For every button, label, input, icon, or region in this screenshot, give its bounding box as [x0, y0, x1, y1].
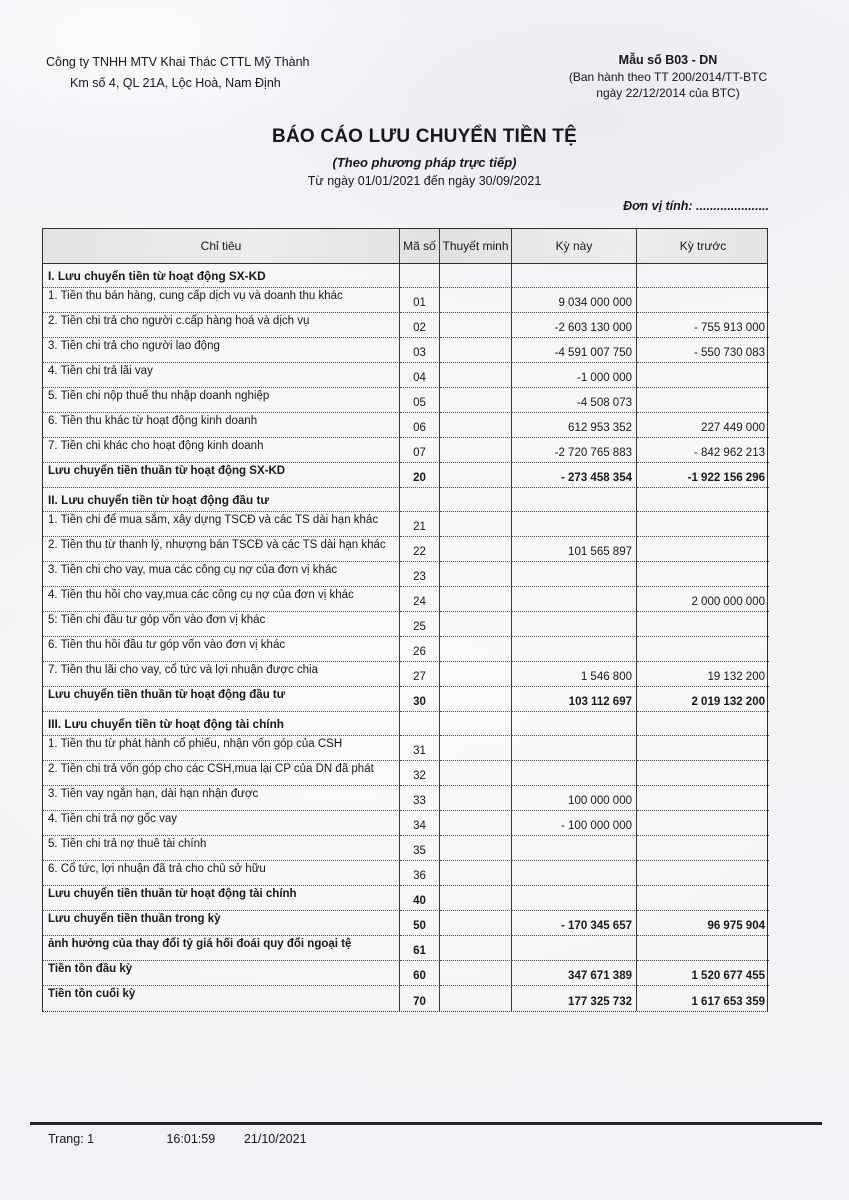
row-label: 5: Tiền chi đầu tư góp vốn vào đơn vị khác — [43, 612, 400, 637]
row-note — [440, 438, 512, 463]
table-row — [43, 687, 767, 712]
row-code: 30 — [400, 687, 440, 712]
row-current-value — [512, 861, 637, 886]
row-prior-value — [637, 736, 769, 761]
row-current-value — [512, 512, 637, 537]
row-code: 25 — [400, 612, 440, 637]
row-prior-value: - 550 730 083 — [637, 338, 769, 363]
row-note — [440, 288, 512, 313]
footer — [48, 1132, 307, 1146]
row-note — [440, 488, 512, 512]
row-prior-value: 1 617 653 359 — [691, 996, 765, 1008]
row-label: 6. Tiền thu hồi đầu tư góp vốn vào đơn vị khác — [43, 637, 400, 662]
row-label: III. Lưu chuyển tiền từ hoạt động tài chính — [43, 712, 400, 736]
row-prior-value — [637, 488, 769, 512]
form-number: Mẫu số B03 - DN — [618, 53, 718, 67]
table-row — [43, 886, 767, 911]
row-code: 27 — [400, 662, 440, 687]
row-current-value: 177 325 732 — [512, 986, 637, 1011]
title-block — [0, 126, 849, 188]
row-code: 32 — [400, 761, 440, 786]
table-row — [43, 637, 767, 662]
row-note — [440, 562, 512, 587]
row-note — [440, 961, 512, 986]
row-current-value — [512, 264, 637, 288]
row-label: Lưu chuyển tiền thuần từ hoạt động đầu tư — [43, 687, 400, 712]
table-row — [43, 512, 767, 537]
row-current-value: - 273 458 354 — [512, 463, 637, 488]
section-row — [43, 264, 767, 288]
row-prior-value — [637, 512, 769, 537]
row-note — [440, 463, 512, 488]
row-current-value — [512, 712, 637, 736]
row-code: 02 — [400, 313, 440, 338]
row-current-value — [512, 637, 637, 662]
row-note — [440, 363, 512, 388]
row-prior-value — [637, 537, 769, 562]
row-code: 20 — [400, 463, 440, 488]
row-current-value: -1 000 000 — [512, 363, 637, 388]
row-current-value — [512, 761, 637, 786]
table-row — [43, 736, 767, 761]
row-current-value: -2 603 130 000 — [512, 313, 637, 338]
company-address: Km số 4, QL 21A, Lộc Hoà, Nam Định — [70, 76, 281, 91]
table-row — [43, 413, 767, 438]
row-label: Lưu chuyển tiền thuần trong kỳ — [43, 911, 400, 936]
row-label: Lưu chuyển tiền thuần từ hoạt động SX-KD — [43, 463, 400, 488]
row-prior-value — [637, 637, 769, 662]
table-body — [43, 264, 767, 1011]
row-label: I. Lưu chuyển tiền từ hoạt động SX-KD — [43, 264, 400, 288]
row-code: 22 — [400, 537, 440, 562]
row-code: 24 — [400, 587, 440, 612]
table-row — [43, 961, 767, 986]
row-current-value — [512, 736, 637, 761]
row-prior-value: 19 132 200 — [637, 662, 769, 687]
row-note — [440, 811, 512, 836]
row-code — [400, 488, 440, 512]
row-note — [440, 712, 512, 736]
column-header-code: Mã số — [400, 229, 440, 263]
row-prior-value — [637, 712, 769, 736]
table-row — [43, 562, 767, 587]
row-label: 1. Tiền chi để mua sắm, xây dựng TSCĐ và các TS dài hạn khác — [43, 512, 400, 537]
footer-print-date: 21/10/2021 — [243, 1132, 307, 1146]
table-row — [43, 338, 767, 363]
section-row — [43, 488, 767, 512]
row-code: 06 — [400, 413, 440, 438]
table-row — [43, 986, 767, 1011]
row-code: 40 — [400, 886, 440, 911]
row-label: 4. Tiền chi trả nợ gốc vay — [43, 811, 400, 836]
table-row — [43, 911, 767, 936]
table-row — [43, 587, 767, 612]
table-row — [43, 861, 767, 886]
row-label: 5. Tiền chi nộp thuế thu nhập doanh nghiệp — [43, 388, 400, 413]
row-prior-value: 96 975 904 — [637, 911, 769, 936]
row-note — [440, 662, 512, 687]
row-code: 33 — [400, 786, 440, 811]
row-current-value — [512, 488, 637, 512]
row-prior-value — [637, 264, 769, 288]
row-code — [400, 712, 440, 736]
row-prior-value — [637, 562, 769, 587]
row-current-value: 101 565 897 — [512, 537, 637, 562]
form-reference-block — [558, 52, 778, 101]
row-code: 21 — [400, 512, 440, 537]
row-prior-value — [637, 786, 769, 811]
row-label: 3. Tiền chi cho vay, mua các công cụ nợ của đơn vị khác — [43, 562, 400, 587]
table-row — [43, 438, 767, 463]
row-current-value — [512, 562, 637, 587]
row-code: 01 — [400, 288, 440, 313]
row-note — [440, 936, 512, 961]
row-note — [440, 413, 512, 438]
row-note — [440, 264, 512, 288]
row-current-value: 9 034 000 000 — [512, 288, 637, 313]
row-label: 3. Tiền vay ngắn hạn, dài hạn nhận được — [43, 786, 400, 811]
row-code: 34 — [400, 811, 440, 836]
row-label: Tiền tồn đầu kỳ — [43, 961, 400, 986]
column-header-note: Thuyết minh — [440, 229, 512, 263]
row-note — [440, 687, 512, 712]
row-note — [440, 537, 512, 562]
row-prior-value: 1 520 677 455 — [637, 961, 769, 986]
row-note — [440, 736, 512, 761]
row-note — [440, 388, 512, 413]
table-row — [43, 786, 767, 811]
column-header-criteria: Chỉ tiêu — [43, 229, 400, 263]
table-row — [43, 612, 767, 637]
table-row — [43, 463, 767, 488]
row-prior-value — [637, 612, 769, 637]
row-current-value: 1 546 800 — [512, 662, 637, 687]
footer-page-number: Trang: 1 — [48, 1132, 95, 1146]
row-code: 26 — [400, 637, 440, 662]
footer-print-time: 16:01:59 — [166, 1132, 216, 1146]
row-note — [440, 637, 512, 662]
table-row — [43, 313, 767, 338]
row-label: 2. Tiền thu từ thanh lý, nhượng bán TSCĐ và các TS dài hạn khác — [43, 537, 400, 562]
form-issued-line1: (Ban hành theo TT 200/2014/TT-BTC — [568, 69, 768, 84]
row-current-value: 100 000 000 — [512, 786, 637, 811]
row-code: 31 — [400, 736, 440, 761]
company-name: Công ty TNHH MTV Khai Thác CTTL Mỹ Thành — [46, 55, 310, 69]
row-code: 23 — [400, 562, 440, 587]
column-header-prior-period: Kỳ trước — [679, 239, 727, 253]
row-note — [440, 786, 512, 811]
row-current-value — [512, 612, 637, 637]
table-row — [43, 836, 767, 861]
row-note — [440, 512, 512, 537]
row-label: 7. Tiền thu lãi cho vay, cổ tức và lợi nhuận được chia — [43, 662, 400, 687]
row-label: 1. Tiền thu từ phát hành cổ phiếu, nhận vốn góp của CSH — [43, 736, 400, 761]
row-code: 03 — [400, 338, 440, 363]
row-note — [440, 886, 512, 911]
row-label: 2. Tiền chi trả cho người c.cấp hàng hoá và dịch vụ — [43, 313, 400, 338]
row-code: 70 — [400, 986, 440, 1011]
row-note — [440, 338, 512, 363]
row-label: Tiền tồn cuối kỳ — [43, 986, 400, 1011]
unit-label: Đơn vị tính: ..................... — [623, 199, 769, 213]
row-label: 6. Cổ tức, lợi nhuận đã trả cho chủ sở hữu — [43, 861, 400, 886]
row-note — [440, 612, 512, 637]
row-code — [400, 264, 440, 288]
row-prior-value — [637, 363, 769, 388]
row-prior-value: - 842 962 213 — [637, 438, 769, 463]
row-current-value: -2 720 765 883 — [512, 438, 637, 463]
row-code: 36 — [400, 861, 440, 886]
row-current-value: - 170 345 657 — [512, 911, 637, 936]
row-prior-value: - 755 913 000 — [637, 313, 769, 338]
cash-flow-table — [42, 228, 768, 1012]
row-code: 35 — [400, 836, 440, 861]
report-method: (Theo phương pháp trực tiếp) — [332, 155, 517, 170]
report-period: Từ ngày 01/01/2021 đến ngày 30/09/2021 — [307, 174, 542, 188]
row-current-value — [512, 886, 637, 911]
row-code: 50 — [400, 911, 440, 936]
row-prior-value — [637, 288, 769, 313]
row-label: ảnh hưởng của thay đổi tỷ giá hối đoái quy đổi ngoại tệ — [43, 936, 400, 961]
table-row — [43, 936, 767, 961]
row-note — [440, 836, 512, 861]
row-prior-value: 227 449 000 — [637, 413, 769, 438]
row-current-value: -4 508 073 — [512, 388, 637, 413]
row-label: 1. Tiền thu bán hàng, cung cấp dịch vụ và doanh thu khác — [43, 288, 400, 313]
row-note — [440, 587, 512, 612]
row-label: 7. Tiền chi khác cho hoạt động kinh doanh — [43, 438, 400, 463]
row-code: 05 — [400, 388, 440, 413]
row-current-value — [512, 836, 637, 861]
section-row — [43, 712, 767, 736]
row-current-value: - 100 000 000 — [512, 811, 637, 836]
row-prior-value — [637, 388, 769, 413]
row-prior-value — [637, 811, 769, 836]
company-block — [46, 52, 310, 95]
row-current-value: 347 671 389 — [512, 961, 637, 986]
row-code: 61 — [400, 936, 440, 961]
row-code: 04 — [400, 363, 440, 388]
row-note — [440, 861, 512, 886]
row-prior-value — [637, 836, 769, 861]
table-header-row — [43, 229, 767, 264]
table-row — [43, 288, 767, 313]
row-current-value — [512, 587, 637, 612]
row-label: 4. Tiền thu hồi cho vay,mua các công cụ nợ của đơn vị khác — [43, 587, 400, 612]
row-note — [440, 313, 512, 338]
row-label: 6. Tiền thu khác từ hoạt động kinh doanh — [43, 413, 400, 438]
row-prior-value: -1 922 156 296 — [637, 463, 769, 488]
column-header-current-period: Kỳ này — [512, 229, 637, 263]
row-prior-value — [637, 886, 769, 911]
row-prior-value — [637, 936, 769, 961]
row-label: II. Lưu chuyển tiền từ hoạt động đầu tư — [43, 488, 400, 512]
row-current-value: -4 591 007 750 — [512, 338, 637, 363]
row-label: Lưu chuyển tiền thuần từ hoạt động tài chính — [43, 886, 400, 911]
row-prior-value — [637, 861, 769, 886]
row-note — [440, 761, 512, 786]
table-row — [43, 537, 767, 562]
row-label: 2. Tiền chi trả vốn góp cho các CSH,mua lại CP của DN đã phát — [43, 761, 400, 786]
row-prior-value — [637, 761, 769, 786]
report-title: BÁO CÁO LƯU CHUYỂN TIỀN TỆ — [272, 126, 577, 147]
row-current-value: 103 112 697 — [512, 687, 637, 712]
row-prior-value: 2 019 132 200 — [637, 687, 769, 712]
row-current-value — [512, 936, 637, 961]
row-note — [440, 986, 512, 1011]
row-label: 4. Tiền chi trả lãi vay — [43, 363, 400, 388]
row-label: 3. Tiền chi trả cho người lao động — [43, 338, 400, 363]
table-row — [43, 363, 767, 388]
table-row — [43, 662, 767, 687]
row-label: 5. Tiền chi trả nợ thuê tài chính — [43, 836, 400, 861]
table-row — [43, 761, 767, 786]
table-row — [43, 388, 767, 413]
table-row — [43, 811, 767, 836]
row-code: 60 — [400, 961, 440, 986]
footer-divider — [30, 1122, 822, 1125]
row-code: 07 — [400, 438, 440, 463]
row-prior-value: 2 000 000 000 — [637, 587, 769, 612]
row-note — [440, 911, 512, 936]
form-issued-line2: ngày 22/12/2014 của BTC) — [596, 86, 740, 101]
row-current-value: 612 953 352 — [512, 413, 637, 438]
